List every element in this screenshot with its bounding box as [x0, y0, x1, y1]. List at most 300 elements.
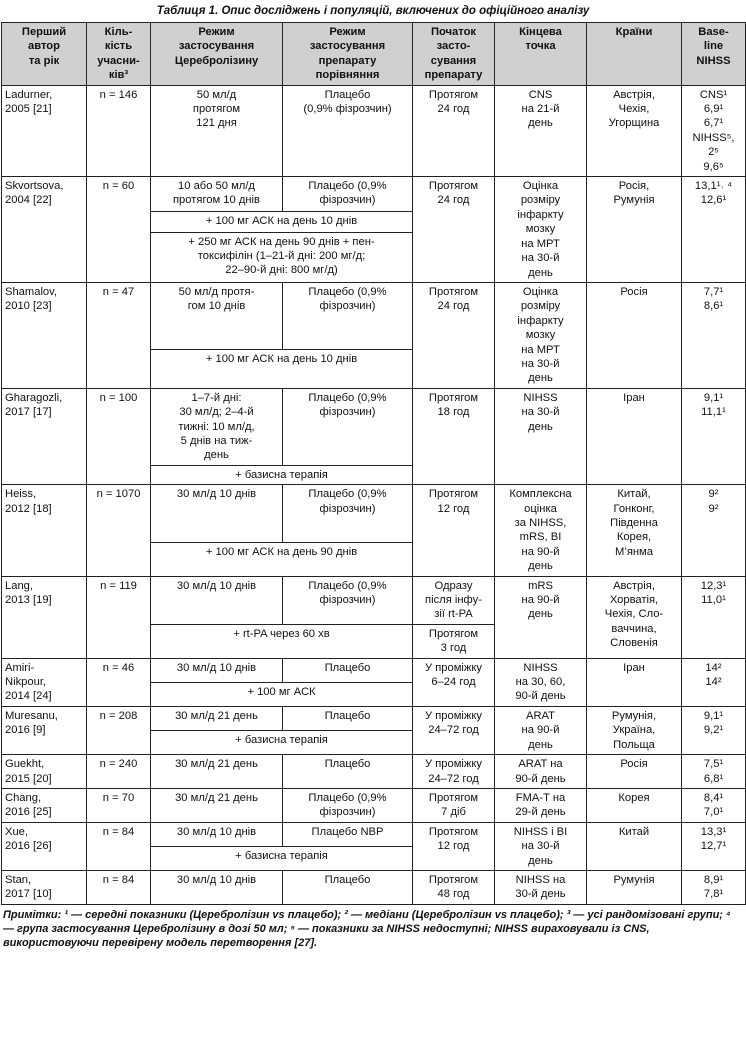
- table-row: [2, 870, 746, 904]
- cell-line: У проміжку: [425, 758, 482, 771]
- header-line: ків³: [108, 69, 129, 82]
- cell-cerebrolysin-regimen: [151, 282, 283, 349]
- cell-line: Amiri-: [5, 661, 35, 674]
- cell-line: n = 119: [100, 579, 137, 592]
- cell-line: Протягом: [428, 391, 479, 404]
- cell-line: NIHSS: [523, 391, 558, 404]
- cell-line: Хорватія,: [609, 594, 659, 607]
- cell-line: Nikpour,: [5, 676, 47, 689]
- cell-line: + 100 мг АСК: [247, 685, 316, 698]
- header-line: Кіль-: [104, 26, 133, 38]
- cell-line: Chang,: [5, 791, 42, 804]
- cell-line: Плацебо: [324, 873, 371, 886]
- cell-countries: [587, 706, 682, 754]
- cell-line: 24 год: [437, 300, 470, 313]
- cell-line: Guekht,: [5, 758, 45, 771]
- cell-line: 30 мл/д 21 день: [175, 791, 258, 804]
- cell-endpoint: [495, 177, 587, 283]
- cell-line: розміру: [520, 194, 561, 207]
- cell-countries: [587, 485, 682, 576]
- cell-line: У проміжку: [425, 709, 482, 722]
- cell-line: Румунія,: [611, 709, 657, 722]
- cell-line: CNS: [528, 88, 553, 101]
- cell-comparator-regimen: [283, 282, 413, 349]
- cell-line: 30 мл/д 10 днів: [176, 825, 257, 838]
- cell-cerebrolysin-regimen: [151, 388, 283, 465]
- cell-line: Угорщина: [608, 117, 660, 130]
- cell-line: день: [528, 266, 553, 279]
- cell-line: 12,6¹: [700, 194, 727, 207]
- cell-line: після інфу-: [425, 594, 482, 607]
- cell-line: фізрозчин): [319, 194, 376, 207]
- cell-start: [413, 576, 495, 624]
- cell-line: 24 год: [437, 194, 470, 207]
- cell-participants: [87, 788, 151, 822]
- cell-line: на МРТ: [521, 343, 560, 356]
- header-countries: [587, 23, 682, 86]
- cell-nihss: [682, 870, 746, 904]
- cell-nihss: [682, 576, 746, 658]
- cell-line: n = 60: [102, 180, 135, 193]
- cell-start: [413, 788, 495, 822]
- cell-nihss: [682, 706, 746, 754]
- cell-comparator-regimen: [283, 485, 413, 543]
- cell-line: mRS: [528, 579, 553, 592]
- cell-line: день: [528, 738, 553, 751]
- cell-endpoint: [495, 576, 587, 658]
- cell-line: 2010 [23]: [5, 300, 52, 313]
- cell-combined-therapy: [151, 730, 413, 754]
- cell-line: Плацебо NBP: [311, 825, 384, 838]
- cell-comparator-regimen: [283, 870, 413, 904]
- cell-line: ваччина,: [611, 622, 657, 635]
- cell-line: зії rt-PA: [434, 608, 473, 621]
- cell-line: Корея,: [616, 531, 652, 544]
- header-start: [413, 23, 495, 86]
- cell-line: фізрозчин): [319, 806, 376, 819]
- cell-line: день: [528, 854, 553, 867]
- cell-nihss: [682, 788, 746, 822]
- cell-line: 50 мл/д: [196, 88, 237, 101]
- header-line: Країни: [615, 26, 653, 38]
- header-line: NIHSS: [696, 54, 731, 67]
- cell-line: 48 год: [437, 888, 470, 901]
- cell-line: 1–7-й дні:: [191, 391, 242, 404]
- cell-line: 8,9¹: [703, 873, 724, 886]
- cell-line: Ladurner,: [5, 88, 53, 101]
- cell-nihss: [682, 755, 746, 789]
- cell-line: 6,7¹: [703, 117, 724, 130]
- cell-line: 9,2¹: [703, 724, 724, 737]
- cell-line: + базисна терапія: [235, 468, 328, 481]
- cell-line: на 90-й: [521, 594, 560, 607]
- cell-line: 8,4¹: [703, 791, 724, 804]
- cell-line: n = 1070: [96, 488, 141, 501]
- cell-countries: [587, 576, 682, 658]
- cell-comparator-regimen: [283, 177, 413, 212]
- cell-endpoint: [495, 870, 587, 904]
- cell-line: токсифілін (1–21-й дні: 200 мг/д;: [197, 249, 366, 262]
- header-line: Початок: [430, 26, 477, 38]
- cell-author: [2, 282, 87, 388]
- cell-endpoint: [495, 388, 587, 484]
- cell-line: 6–24 год: [431, 676, 476, 689]
- cell-line: 5 днів на тиж-: [180, 434, 253, 447]
- cell-line: Плацебо (0,9%: [308, 791, 387, 804]
- cell-line: 30 мл/д 10 днів: [176, 579, 257, 592]
- cell-line: Китай: [618, 825, 650, 838]
- cell-line: Протягом: [428, 488, 479, 501]
- cell-combined-therapy: [151, 232, 413, 282]
- cell-line: Росія: [620, 758, 648, 771]
- cell-author: [2, 822, 87, 870]
- cell-line: Україна,: [612, 724, 656, 737]
- cell-line: день: [528, 560, 553, 573]
- cell-comparator-regimen: [283, 755, 413, 789]
- table-caption: Таблиця 1. Опис досліджень і популяцій, включених до офіційного аналізу: [156, 5, 590, 17]
- cell-line: фізрозчин): [319, 502, 376, 515]
- cell-line: Протягом: [428, 627, 479, 640]
- cell-author: [2, 576, 87, 658]
- cell-line: + базисна терапія: [235, 849, 328, 862]
- cell-line: + 100 мг АСК на день 10 днів: [205, 215, 358, 228]
- cell-line: Плацебо: [324, 661, 371, 674]
- cell-line: n = 84: [102, 873, 135, 886]
- cell-combined-therapy: [151, 624, 413, 658]
- header-line: сування: [430, 54, 477, 67]
- cell-line: Іран: [623, 661, 645, 674]
- cell-line: + 250 мг АСК на день 90 днів + пен-: [188, 235, 375, 248]
- cell-line: на 30-й: [521, 357, 560, 370]
- cell-author: [2, 388, 87, 484]
- cell-comparator-regimen: [283, 706, 413, 730]
- cell-author: [2, 177, 87, 283]
- cell-line: Плацебо: [324, 758, 371, 771]
- cell-line: Протягом: [428, 873, 479, 886]
- cell-line: Росія: [620, 285, 648, 298]
- cell-participants: [87, 658, 151, 706]
- table-row: [2, 822, 746, 846]
- cell-line: n = 46: [102, 661, 135, 674]
- table-row: [2, 177, 746, 212]
- cell-line: Плацебо (0,9%: [308, 579, 387, 592]
- cell-line: n = 47: [102, 285, 135, 298]
- cell-cerebrolysin-regimen: [151, 485, 283, 543]
- cell-line: 2014 [24]: [5, 690, 52, 703]
- cell-line: 18 год: [437, 406, 470, 419]
- cell-line: Lang,: [5, 579, 33, 592]
- cell-countries: [587, 85, 682, 176]
- table-body: [2, 85, 746, 904]
- cell-line: Skvortsova,: [5, 180, 64, 193]
- table-row: [2, 485, 746, 543]
- header-line: учасни-: [97, 54, 140, 67]
- cell-line: 6,9¹: [703, 103, 724, 116]
- cell-comparator-regimen: [283, 576, 413, 624]
- cell-line: фізрозчин): [319, 300, 376, 313]
- cell-author: [2, 870, 87, 904]
- cell-start: [413, 624, 495, 658]
- cell-line: Оцінка: [522, 180, 559, 193]
- cell-line: Xue,: [5, 825, 29, 838]
- cell-line: CNS¹: [699, 88, 728, 101]
- cell-line: протягом 10 днів: [173, 194, 260, 207]
- cell-line: У проміжку: [425, 661, 482, 674]
- cell-author: [2, 485, 87, 576]
- cell-author: [2, 755, 87, 789]
- cell-line: 22–90-й дні: 800 мг/д): [225, 264, 338, 277]
- cell-line: фізрозчин): [319, 594, 376, 607]
- cell-line: Gharagozli,: [5, 391, 63, 404]
- cell-line: день: [204, 449, 229, 462]
- cell-line: 24 год: [437, 103, 470, 116]
- cell-line: М’янма: [615, 545, 653, 558]
- cell-line: 2004 [22]: [5, 194, 52, 207]
- cell-line: NIHSS⁵,: [692, 131, 735, 144]
- cell-line: 11,0¹: [701, 594, 726, 607]
- cell-cerebrolysin-regimen: [151, 788, 283, 822]
- cell-line: Польща: [613, 738, 655, 751]
- header-line: препарату: [318, 54, 377, 67]
- cell-start: [413, 658, 495, 706]
- header-line: точка: [525, 40, 556, 53]
- cell-line: Чехія,: [618, 103, 650, 116]
- cell-line: Південна: [610, 517, 658, 529]
- cell-line: NIHSS: [523, 661, 558, 674]
- table-row: [2, 706, 746, 730]
- table-row: [2, 755, 746, 789]
- cell-line: NIHSS і BI: [513, 825, 568, 838]
- header-line: застосування: [309, 40, 386, 53]
- cell-line: 2012 [18]: [5, 502, 52, 515]
- cell-line: 2005 [21]: [5, 103, 52, 116]
- cell-line: 7,8¹: [703, 888, 724, 901]
- header-line: кість: [104, 40, 133, 53]
- cell-line: 3 год: [440, 642, 467, 655]
- cell-start: [413, 755, 495, 789]
- cell-line: Плацебо (0,9%: [308, 391, 387, 404]
- cell-line: ARAT: [525, 709, 555, 722]
- header-line: line: [703, 40, 724, 53]
- cell-endpoint: [495, 788, 587, 822]
- cell-author: [2, 658, 87, 706]
- cell-countries: [587, 822, 682, 870]
- cell-line: mRS, BI: [519, 531, 562, 544]
- cell-cerebrolysin-regimen: [151, 870, 283, 904]
- cell-line: 12 год: [437, 840, 470, 853]
- cell-nihss: [682, 177, 746, 283]
- header-line: автор: [28, 40, 60, 53]
- cell-line: на 30-й: [521, 252, 560, 265]
- cell-line: 13,1¹˒ ⁴: [694, 180, 733, 193]
- cell-comparator-regimen: [283, 788, 413, 822]
- cell-line: Австрія,: [613, 579, 655, 592]
- cell-line: 10 або 50 мл/д: [178, 180, 255, 193]
- cell-line: n = 70: [102, 791, 135, 804]
- cell-line: 7 діб: [441, 806, 466, 819]
- cell-endpoint: [495, 282, 587, 388]
- cell-countries: [587, 788, 682, 822]
- cell-line: за NIHSS,: [514, 517, 567, 529]
- cell-line: 24–72 год: [428, 772, 479, 785]
- cell-line: 6,8¹: [703, 772, 724, 785]
- header-line: порівняння: [315, 69, 380, 82]
- cell-line: 2016 [26]: [5, 840, 52, 853]
- cell-line: 2⁵: [708, 146, 719, 159]
- cell-line: Протягом: [428, 180, 479, 193]
- header-cerebrolysin-regimen: [151, 23, 283, 86]
- cell-participants: [87, 485, 151, 576]
- cell-participants: [87, 755, 151, 789]
- cell-author: [2, 788, 87, 822]
- cell-line: Heiss,: [5, 488, 37, 501]
- cell-endpoint: [495, 658, 587, 706]
- cell-line: 2017 [10]: [5, 888, 52, 901]
- cell-line: 9,1¹: [703, 391, 724, 404]
- cell-endpoint: [495, 485, 587, 576]
- cell-line: 30 мл/д 21 день: [175, 709, 258, 722]
- cell-comparator-regimen: [283, 388, 413, 465]
- cell-line: 30 мл/д 10 днів: [176, 873, 257, 886]
- cell-line: на 21-й: [521, 103, 560, 116]
- cell-line: ARAT на: [518, 758, 563, 771]
- cell-countries: [587, 177, 682, 283]
- table-row: [2, 388, 746, 465]
- cell-line: 121 дня: [196, 117, 237, 130]
- header-line: застосування: [178, 40, 255, 53]
- cell-start: [413, 485, 495, 576]
- cell-line: інфаркту: [517, 314, 564, 327]
- cell-line: 14²: [705, 661, 722, 674]
- cell-line: Румунія: [613, 194, 655, 207]
- cell-cerebrolysin-regimen: [151, 755, 283, 789]
- cell-line: 24–72 год: [428, 724, 479, 737]
- cell-line: 30 мл/д 10 днів: [176, 488, 257, 501]
- cell-line: на 90-й: [521, 545, 560, 558]
- cell-line: Румунія: [613, 873, 655, 886]
- cell-line: 11,1¹: [701, 406, 726, 419]
- cell-start: [413, 282, 495, 388]
- cell-line: NIHSS на: [515, 873, 566, 886]
- cell-start: [413, 706, 495, 754]
- cell-line: на МРТ: [521, 237, 560, 250]
- cell-line: + 100 мг АСК на день 90 днів: [205, 546, 358, 559]
- header-line: засто-: [436, 40, 471, 53]
- cell-line: на 30-й: [521, 840, 560, 853]
- cell-line: n = 84: [102, 825, 135, 838]
- cell-line: розміру: [520, 300, 561, 313]
- cell-line: 29-й день: [515, 806, 566, 819]
- cell-line: на 30-й: [521, 406, 560, 419]
- header-line: Кінцева: [519, 26, 562, 38]
- cell-participants: [87, 388, 151, 484]
- cell-line: протягом: [192, 103, 241, 116]
- table-notes: Примітки: ¹ — середні показники (Церебролізин vs плацебо); ² — медіани (Церебролізин vs плацебо); ³ — усі рандомізовані групи; ⁴ — група застосування Церебролізину в дозі 50 мл; ⁵ — показники за NIHSS недоступні; NIHSS вираховували із CNS, використовуючи перевірену модель перетворення [27].: [3, 908, 731, 949]
- cell-line: Протягом: [428, 825, 479, 838]
- cell-participants: [87, 85, 151, 176]
- cell-line: оцінка: [524, 502, 557, 515]
- header-nihss: [682, 23, 746, 86]
- header-endpoint: [495, 23, 587, 86]
- cell-line: 90-й день: [515, 772, 566, 785]
- cell-line: день: [528, 608, 553, 621]
- header-line: та рік: [28, 54, 60, 67]
- cell-line: 50 мл/д протя-: [178, 285, 255, 298]
- studies-table: [1, 22, 746, 905]
- cell-line: день: [528, 420, 553, 433]
- cell-line: 2017 [17]: [5, 406, 52, 419]
- cell-line: 9²: [708, 502, 719, 515]
- cell-line: 30 мл/д 10 днів: [176, 661, 257, 674]
- cell-line: Австрія,: [613, 88, 655, 101]
- cell-line: 2016 [25]: [5, 806, 52, 819]
- cell-line: Одразу: [434, 579, 473, 592]
- cell-start: [413, 870, 495, 904]
- cell-line: + rt-PA через 60 хв: [233, 627, 330, 640]
- cell-line: мозку: [525, 329, 556, 342]
- cell-combined-therapy: [151, 543, 413, 576]
- cell-start: [413, 822, 495, 870]
- cell-line: 13,3¹: [700, 825, 727, 838]
- cell-combined-therapy: [151, 212, 413, 232]
- header-line: Церебролізину: [174, 54, 259, 67]
- cell-line: Комплексна: [509, 488, 572, 501]
- cell-line: фізрозчин): [319, 406, 376, 419]
- cell-combined-therapy: [151, 350, 413, 389]
- cell-line: + 100 мг АСК на день 10 днів: [205, 353, 358, 366]
- cell-line: 12 год: [437, 502, 470, 515]
- cell-cerebrolysin-regimen: [151, 85, 283, 176]
- cell-line: n = 240: [99, 758, 138, 771]
- cell-line: 7,7¹: [703, 285, 724, 298]
- header-line: препарату: [424, 69, 483, 82]
- cell-combined-therapy: [151, 846, 413, 870]
- cell-line: 7,0¹: [703, 806, 724, 819]
- header-participants: [87, 23, 151, 86]
- cell-line: 2013 [19]: [5, 594, 52, 607]
- cell-line: Протягом: [428, 285, 479, 298]
- cell-countries: [587, 388, 682, 484]
- header-line: Режим: [198, 26, 235, 38]
- cell-author: [2, 85, 87, 176]
- cell-line: інфаркту: [517, 208, 564, 221]
- cell-participants: [87, 282, 151, 388]
- cell-countries: [587, 870, 682, 904]
- cell-line: Іран: [623, 391, 645, 404]
- cell-line: 9²: [708, 488, 719, 501]
- cell-line: 9,1¹: [703, 709, 724, 722]
- cell-line: n = 100: [99, 391, 138, 404]
- cell-line: 30 мл/д 21 день: [175, 758, 258, 771]
- cell-countries: [587, 282, 682, 388]
- cell-line: 8,6¹: [703, 300, 724, 313]
- cell-line: на 30, 60,: [515, 676, 566, 689]
- cell-nihss: [682, 282, 746, 388]
- cell-line: Корея: [618, 791, 650, 804]
- cell-countries: [587, 658, 682, 706]
- cell-line: 14²: [705, 676, 722, 689]
- cell-line: 2015 [20]: [5, 772, 52, 785]
- cell-line: 30 мл/д; 2–4-й: [179, 406, 254, 419]
- cell-line: на 90-й: [521, 724, 560, 737]
- table-row: [2, 282, 746, 349]
- cell-line: Китай,: [617, 488, 651, 501]
- cell-combined-therapy: [151, 682, 413, 706]
- header-line: Перший: [21, 26, 67, 38]
- cell-line: FMA-T на: [515, 791, 566, 804]
- cell-start: [413, 388, 495, 484]
- cell-comparator-regimen: [283, 85, 413, 176]
